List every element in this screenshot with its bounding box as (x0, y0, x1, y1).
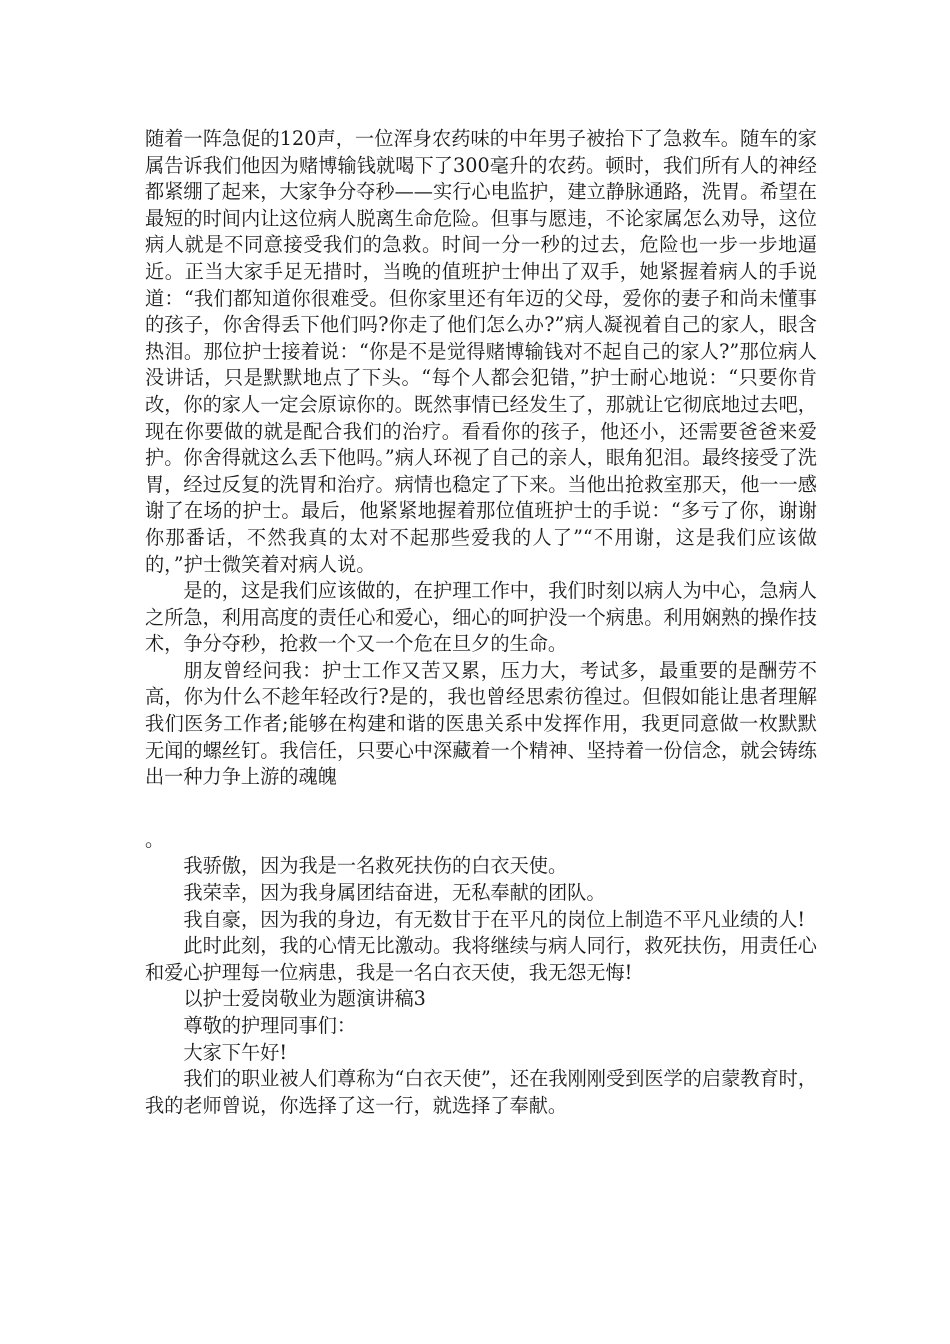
speech-greeting: 大家下午好! (183, 1040, 288, 1064)
paragraph-proud: 我骄傲，因为我是一名救死扶伤的白衣天使。 (183, 854, 568, 878)
paragraph-friend-question: 朋友曾经问我：护士工作又苦又累，压力大，考试多，最重要的是酬劳不高，你为什么不趁年轻改行?是的，我也曾经思索彷徨过。但假如能让患者理解我们医务工作者;能够在构建和谐的医患关系中发挥作用，我更同意做一枚默默无闻的螺丝钉。我信任，只要心中深藏着一个精神、坚持着一份信念，就会铸练出一种力争上游的魂魄 (145, 658, 817, 789)
paragraph-self-pride: 我自豪，因为我的身边，有无数甘于在平凡的岗位上制造不平凡业绩的人! (183, 907, 806, 931)
document-body (145, 126, 817, 1119)
paragraph-story: 随着一阵急促的120声，一位浑身农药味的中年男子被抬下了急救车。随车的家属告诉我们他因为赌博输钱就喝下了300毫升的农药。顿时，我们所有人的神经都紧绷了起来，大家争分夺秒——实行心电监护，建立静脉通路，洗胃。希望在最短的时间内让这位病人脱离生命危险。但事与愿违，不论家属怎么劝导，这位病人就是不同意接受我们的急救。时间一分一秒的过去，危险也一步一步地逼近。正当大家手足无措时，当晚的值班护士伸出了双手，她紧握着病人的手说道：“我们都知道你很难受。但你家里还有年迈的父母，爱你的妻子和尚未懂事的孩子，你舍得丢下他们吗?你走了他们怎么办?”病人凝视着自己的家人，眼含热泪。那位护士接着说：“你是不是觉得赌博输钱对不起自己的家人?”那位病人没讲话，只是默默地点了下头。“每个人都会犯错，”护士耐心地说：“只要你肯改，你的家人一定会原谅你的。既然事情已经发生了，那就让它彻底地过去吧，现在你要做的就是配合我们的治疗。看看你的孩子，他还小，还需要爸爸来爱护。你舍得就这么丢下他吗。”病人环视了自己的亲人，眼角犯泪。最终接受了洗胃，经过反复的洗胃和治疗。病情也稳定了下来。当他出抢救室那天，他一一感谢了在场的护士。最后，他紧紧地握着那位值班护士的手说：“多亏了你，谢谢你那番话，不然我真的太对不起那些爱我的人了”“不用谢，这是我们应该做的，”护士微笑着对病人说。 (145, 127, 817, 576)
paragraph-honored: 我荣幸，因为我身属团结奋进，无私奉献的团队。 (183, 881, 606, 905)
paragraph-emotion: 此时此刻，我的心情无比激动。我将继续与病人同行，救死扶伤，用责任心和爱心护理每一位病患，我是一名白衣天使，我无怨无悔! (145, 934, 817, 984)
paragraph-spacer (145, 791, 817, 827)
speech-title: 以护士爱岗敬业为题演讲稿3 (183, 987, 426, 1011)
paragraph-white-angel: 我们的职业被人们尊称为“白衣天使”，还在我刚刚受到医学的启蒙教育时，我的老师曾说，你选择了这一行，就选择了奉献。 (145, 1067, 818, 1117)
paragraph-duty: 是的，这是我们应该做的，在护理工作中，我们时刻以病人为中心，急病人之所急，利用高度的责任心和爱心，细心的呵护没一个病患。利用娴熟的操作技术，争分夺秒，抢救一个又一个危在旦夕的生命。 (145, 579, 817, 656)
speech-salutation: 尊敬的护理同事们： (183, 1014, 357, 1037)
paragraph-period: 。 (145, 827, 165, 851)
